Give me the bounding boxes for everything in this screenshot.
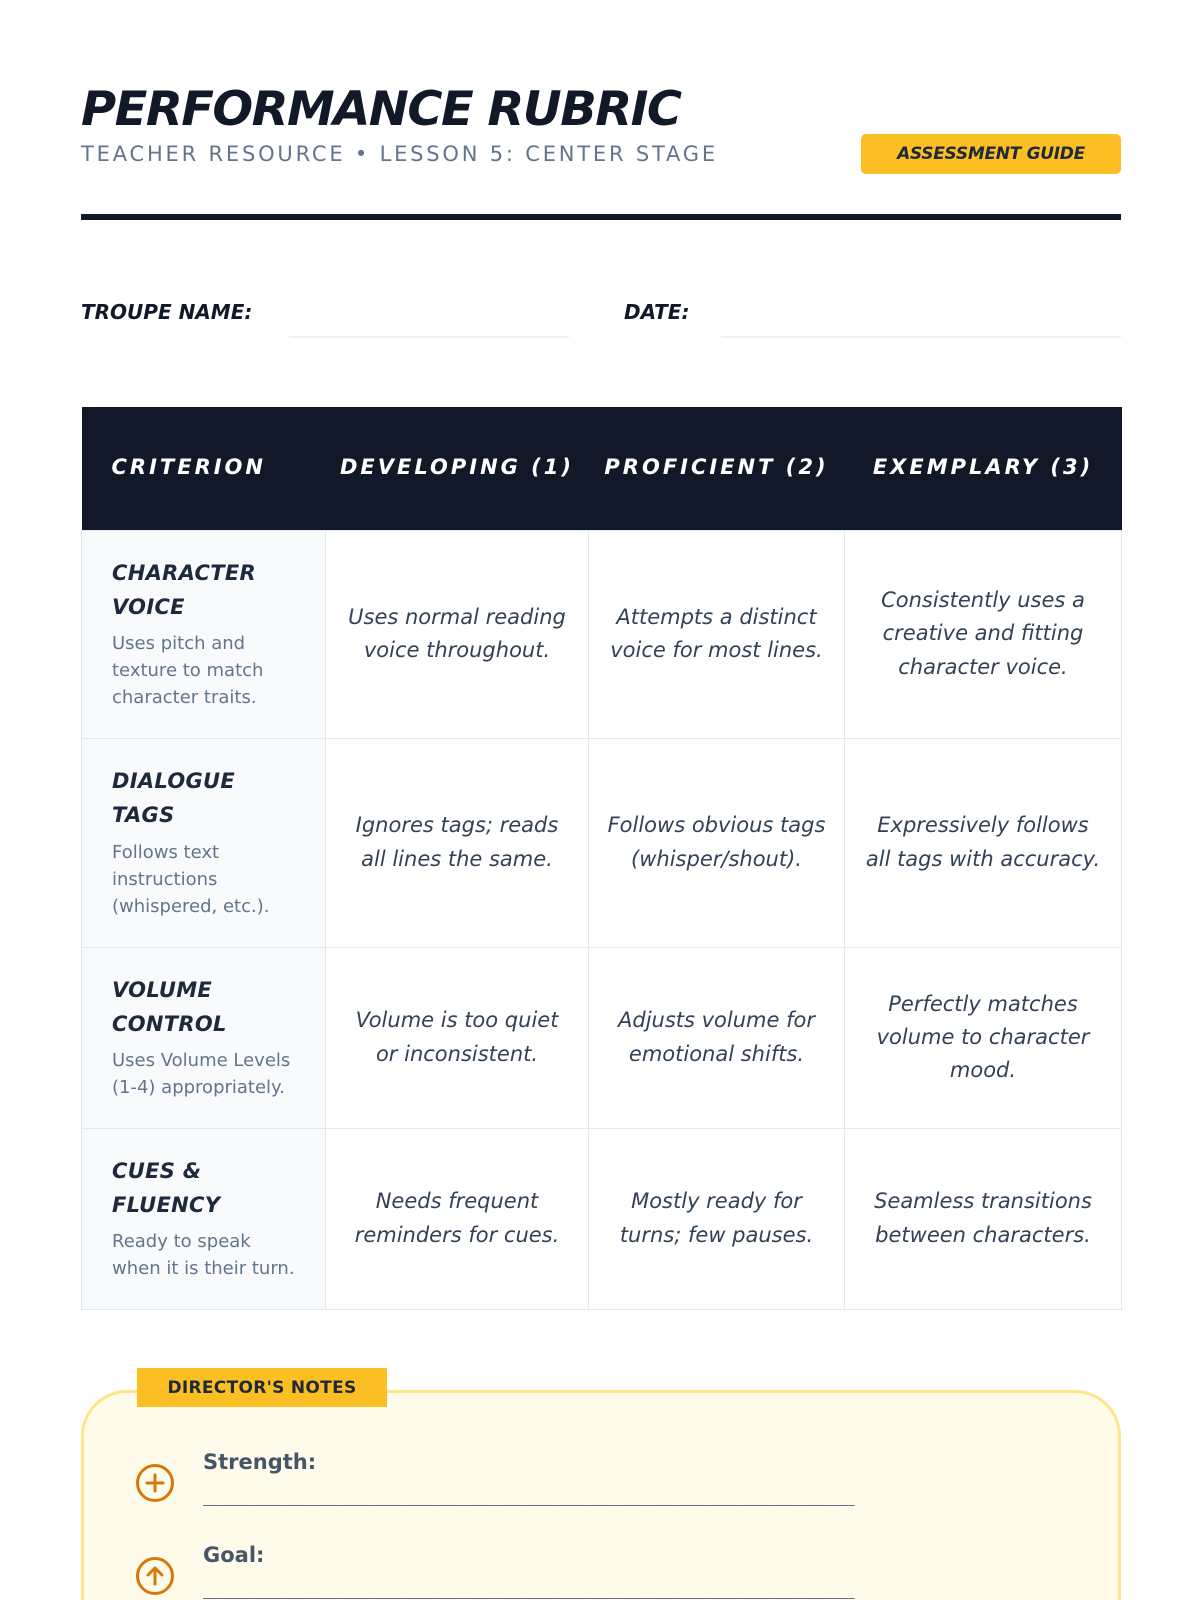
criterion-description: Follows text instructions (whispered, etc.). bbox=[112, 841, 270, 917]
date-field[interactable] bbox=[721, 336, 1121, 338]
criterion-description: Ready to speak when it is their turn. bbox=[112, 1231, 295, 1280]
rubric-header-row bbox=[82, 407, 1122, 530]
proficient-cell: Mostly ready for turns; few pauses. bbox=[589, 1128, 845, 1309]
arrow-up-circle-icon bbox=[136, 1557, 174, 1595]
header-proficient: PROFICIENT (2) bbox=[589, 407, 845, 530]
proficient-cell: Adjusts volume for emotional shifts. bbox=[589, 947, 845, 1128]
directors-notes-tab: DIRECTOR'S NOTES bbox=[137, 1368, 387, 1407]
developing-cell: Uses normal reading voice throughout. bbox=[326, 530, 589, 738]
exemplary-cell: Seamless transitions between characters. bbox=[845, 1128, 1122, 1309]
developing-cell: Needs frequent reminders for cues. bbox=[326, 1128, 589, 1309]
rubric-page bbox=[81, 0, 1121, 1600]
exemplary-cell: Expressively follows all tags with accuracy. bbox=[845, 738, 1122, 947]
table-row bbox=[82, 1128, 1122, 1309]
table-row bbox=[82, 738, 1122, 947]
table-row bbox=[82, 947, 1122, 1128]
header bbox=[81, 80, 1121, 220]
date-label: DATE: bbox=[624, 300, 690, 324]
info-fields bbox=[81, 296, 1121, 340]
exemplary-cell: Consistently uses a creative and fitting character voice. bbox=[845, 530, 1122, 738]
criterion-cell bbox=[82, 947, 326, 1128]
header-exemplary: EXEMPLARY (3) bbox=[845, 407, 1122, 530]
criterion-description: Uses Volume Levels (1-4) appropriately. bbox=[112, 1050, 291, 1099]
criterion-name: VOLUME CONTROL bbox=[112, 977, 227, 1036]
criterion-name: CHARACTER VOICE bbox=[112, 560, 256, 619]
assessment-guide-badge: ASSESSMENT GUIDE bbox=[861, 134, 1121, 174]
header-criterion: CRITERION bbox=[82, 407, 326, 530]
criterion-cell bbox=[82, 738, 326, 947]
troupe-name-label: TROUPE NAME: bbox=[81, 300, 253, 324]
criterion-cell bbox=[82, 530, 326, 738]
table-row bbox=[82, 530, 1122, 738]
developing-cell: Ignores tags; reads all lines the same. bbox=[326, 738, 589, 947]
troupe-name-field[interactable] bbox=[289, 336, 569, 338]
header-developing: DEVELOPING (1) bbox=[326, 407, 589, 530]
header-divider bbox=[81, 214, 1121, 220]
plus-circle-icon bbox=[136, 1464, 174, 1502]
rubric-table bbox=[81, 407, 1122, 1310]
proficient-cell: Follows obvious tags (whisper/shout). bbox=[589, 738, 845, 947]
exemplary-cell: Perfectly matches volume to character mood. bbox=[845, 947, 1122, 1128]
developing-cell: Volume is too quiet or inconsistent. bbox=[326, 947, 589, 1128]
goal-label: Goal: bbox=[203, 1543, 265, 1567]
criterion-name: DIALOGUE TAGS bbox=[112, 769, 236, 827]
criterion-name: CUES & FLUENCY bbox=[112, 1158, 221, 1217]
page-title: PERFORMANCE RUBRIC bbox=[81, 82, 681, 137]
page-subtitle: TEACHER RESOURCE • LESSON 5: CENTER STAGE bbox=[81, 142, 718, 166]
goal-write-line[interactable]: ____________________________________________________________ bbox=[203, 1575, 854, 1599]
criterion-cell bbox=[82, 1128, 326, 1309]
criterion-description: Uses pitch and texture to match character traits. bbox=[112, 633, 264, 709]
proficient-cell: Attempts a distinct voice for most lines. bbox=[589, 530, 845, 738]
strength-write-line[interactable]: ____________________________________________________________ bbox=[203, 1482, 854, 1506]
strength-label: Strength: bbox=[203, 1450, 317, 1474]
